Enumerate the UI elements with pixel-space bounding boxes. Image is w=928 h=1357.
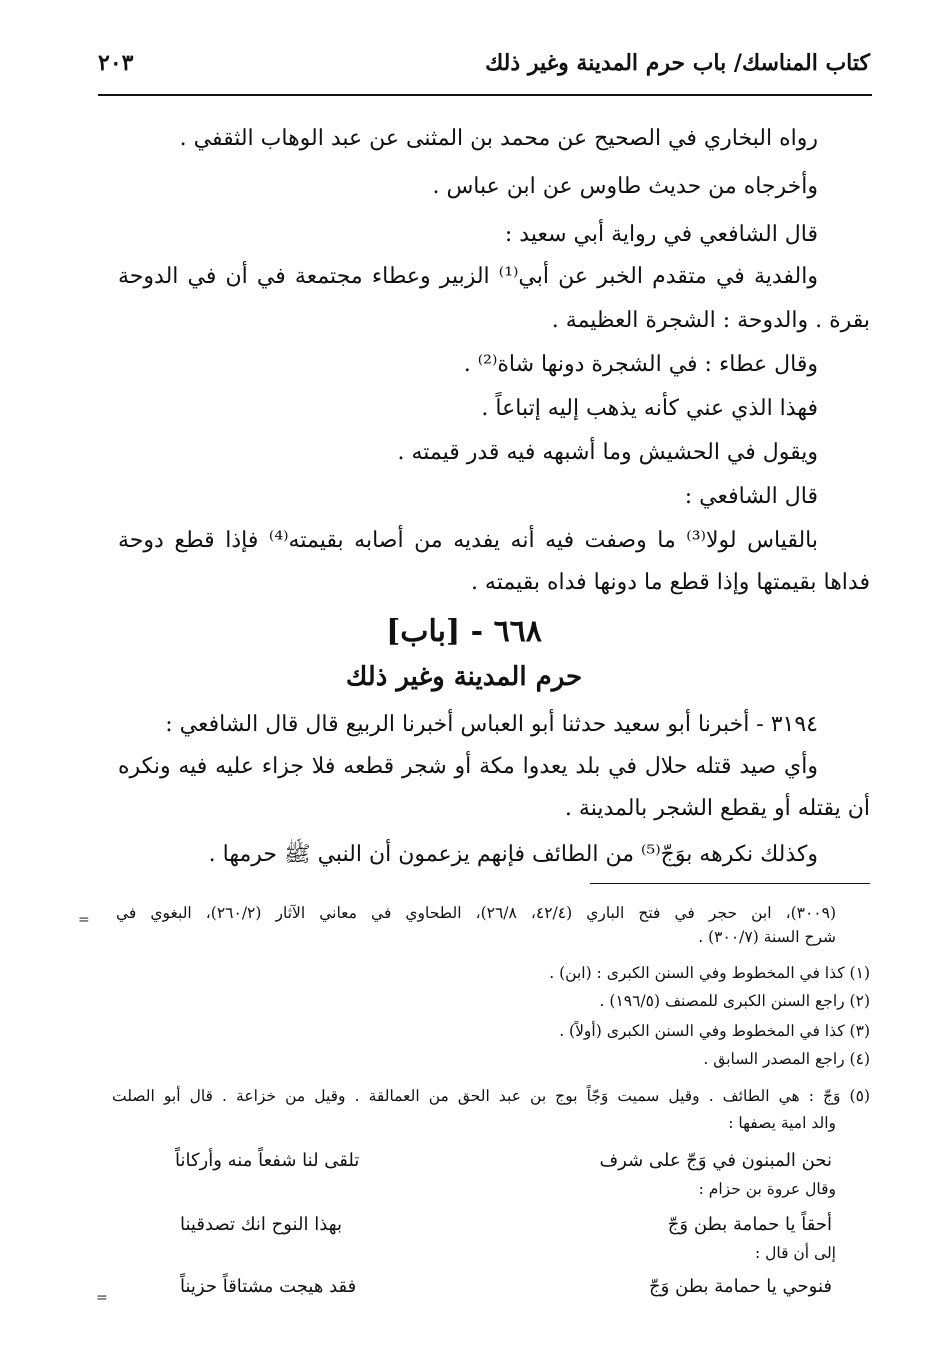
verse-first-hemistich: فنوحي يا حمامة بطن وَجّ <box>649 1276 832 1297</box>
body-line: فهذا الذي عني كأنه يذهب إليه إتباعاً . <box>481 396 818 421</box>
body-line: بالقياس لولا⁽³⁾ ما وصفت فيه أنه يفديه من أصابه بقيمته⁽⁴⁾ فإذا قطع دوحة <box>118 528 818 553</box>
hadith-line: أن يقتله أو يقطع الشجر بالمدينة . <box>564 796 870 821</box>
verse-first-hemistich: أحقاً يا حمامة بطن وَجّ <box>667 1214 832 1235</box>
footnote-line: شرح السنة (٣٠٠/٧) . <box>698 928 836 946</box>
margin-mark: = <box>78 912 90 928</box>
body-line: بقرة . والدوحة : الشجرة العظيمة . <box>551 308 870 333</box>
body-line: والفدية في متقدم الخبر عن أبي⁽¹⁾ الزبير وعطاء مجتمعة في أن في الدوحة <box>118 264 818 289</box>
body-line: فداها بقيمتها وإذا قطع ما دونها فداه بقيمته . <box>470 570 870 595</box>
header-rule <box>98 94 872 96</box>
body-line: ويقول في الحشيش وما أشبهه فيه قدر قيمته . <box>397 440 818 465</box>
chapter-heading: ٦٦٨ - [باب] <box>386 614 542 649</box>
page-number: ٢٠٣ <box>98 50 134 76</box>
body-line: قال الشافعي : <box>684 484 818 509</box>
footnote-line: والد امية يصفها : <box>728 1114 836 1132</box>
footnote-line: (٣٠٠٩)، ابن حجر في فتح الباري (٤٢/٤، ٢٦/٨)، الطحاوي في معاني الآثار (٢٦٠/٢)، البغوي في <box>116 904 836 922</box>
verse-second-hemistich: تلقى لنا شفعاً منه وأركاناً <box>175 1150 360 1171</box>
footnote-rule <box>590 883 870 884</box>
footnote-3: (٣) كذا في المخطوط وفي السنن الكبرى (أولاً) . <box>559 1022 870 1040</box>
verse-second-hemistich: بهذا النوح انك تصدقينا <box>180 1214 342 1235</box>
hadith-line: وأي صيد قتله حلال في بلد يعدوا مكة أو شجر قطعه فلا جزاء عليه فيه ونكره <box>118 754 818 779</box>
body-line: وأخرجاه من حديث طاوس عن ابن عباس . <box>432 174 818 199</box>
hadith-line: وكذلك نكرهه بوَجّ⁽⁵⁾ من الطائف فإنهم يزعمون أن النبي ﷺ حرمها . <box>208 842 818 867</box>
body-line: قال الشافعي في رواية أبي سعيد : <box>504 222 818 247</box>
body-line: وقال عطاء : في الشجرة دونها شاة⁽²⁾ . <box>463 352 818 377</box>
verse-first-hemistich: نحن المبنون في وَجّ على شرف <box>599 1150 832 1171</box>
footnote-4: (٤) راجع المصدر السابق . <box>703 1050 870 1068</box>
footnote-1: (١) كذا في المخطوط وفي السنن الكبرى : (ابن) . <box>549 964 870 982</box>
chapter-subtitle: حرم المدينة وغير ذلك <box>345 662 583 692</box>
footnote-5: (٥) وَجّ : هي الطائف . وقيل سميت وَجّاً بوج بن عبد الحق من العمالقة . وقيل من خزاعة . قال أبو الصلت <box>112 1087 870 1105</box>
footnote-line: إلى أن قال : <box>754 1244 836 1262</box>
margin-mark: = <box>96 1290 108 1306</box>
footnote-2: (٢) راجع السنن الكبرى للمصنف (١٩٦/٥) . <box>599 992 870 1010</box>
footnote-line: وقال عروة بن حزام : <box>698 1180 836 1198</box>
verse-second-hemistich: فقد هيجت مشتاقاً حزيناً <box>180 1276 357 1297</box>
hadith-line: ٣١٩٤ - أخبرنا أبو سعيد حدثنا أبو العباس أخبرنا الربيع قال قال الشافعي : <box>165 712 818 737</box>
body-line: رواه البخاري في الصحيح عن محمد بن المثنى عن عبد الوهاب الثقفي . <box>179 126 818 151</box>
running-header-title: كتاب المناسك/ باب حرم المدينة وغير ذلك <box>485 50 870 76</box>
